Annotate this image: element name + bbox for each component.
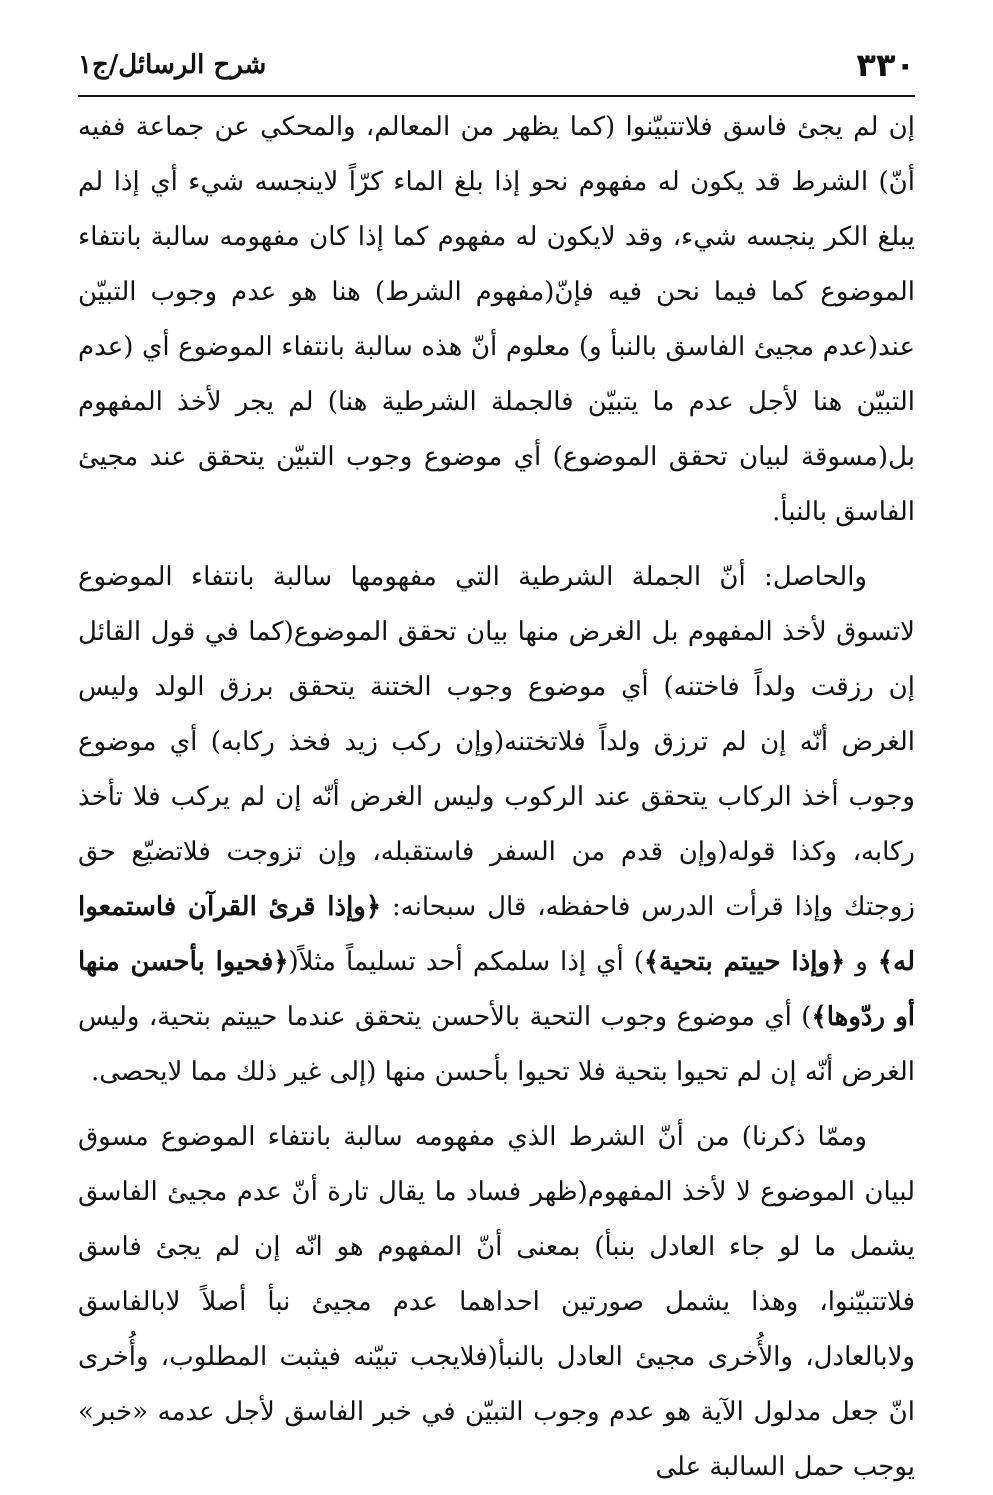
text-segment: والحاصل: أنّ الجملة الشرطية التي مفهومها سالبة بانتفاء الموضوع لاتسوق لأخذ المفهوم بل الغرض منها بيان تحقق الموضوع(كما في قول القائل إن رزقت ولداً فاختنه) أي موضوع وجوب الختنة يتحقق برزق الولد وليس الغرض أنّه إن لم ترزق ولداً فلاتختنه(وإن ركب زيد فخذ ركابه) أي موضوع وجوب أخذ الركاب يتحقق عند الركوب وليس الغرض أنّه إن لم يركب فلا تأخذ ركابه، وكذا قوله(وإن قدم من السفر فاستقبله، وإن تزوجت فلاتضيّع حق زوجتك وإذا قرأت الدرس فاحفظه، قال سبحانه: bbox=[78, 562, 915, 922]
body-text bbox=[78, 100, 915, 1495]
text-segment: وممّا ذكرنا) من أنّ الشرط الذي مفهومه سالبة بانتفاء الموضوع مسوق لبيان الموضوع لا لأخذ المفهوم(ظهر فساد ما يقال تارة أنّ عدم مجيئ الفاسق يشمل ما لو جاء العادل بنبأ) بمعنى أنّ المفهوم هو انّه إن لم يجئ فاسق فلاتتبيّنوا، وهذا يشمل صورتين احداهما عدم مجيئ نبأ أصلاً لابالفاسق ولابالعادل، والأُخرى مجيئ العادل بالنبأ(فلايجب تبيّنه فيثبت المطلوب، وأُخرى انّ جعل مدلول الآية هو عدم وجوب التبيّن في خبر الفاسق لأجل عدمه «خبر» يوجب حمل السالبة على bbox=[78, 1122, 915, 1482]
quran-verse: ﴿وإذا حييتم بتحية﴾ bbox=[643, 947, 846, 977]
paragraph bbox=[78, 1110, 915, 1495]
paragraph bbox=[78, 550, 915, 1100]
paragraph bbox=[78, 100, 915, 540]
page-header bbox=[78, 40, 915, 90]
text-segment: و bbox=[845, 947, 878, 977]
quran-verse: ﴿وإذا قرئ القرآن فاستمعوا له﴾ bbox=[78, 892, 915, 977]
text-segment: ) أي موضوع وجوب التحية بالأحسن يتحقق عندما حييتم بتحية، وليس الغرض أنّه إن لم تحيوا بتحية فلا تحيوا بأحسن منها (إلى غير ذلك مما لايحصى. bbox=[78, 1002, 915, 1087]
header-rule bbox=[78, 95, 915, 97]
text-segment: ) أي إذا سلمكم أحد تسليماً مثلاً( bbox=[288, 947, 644, 977]
quran-verse: ﴿فحيوا بأحسن منها أو ردّوها﴾ bbox=[78, 947, 915, 1032]
text-segment: إن لم يجئ فاسق فلاتتبيّنوا (كما يظهر من المعالم، والمحكي عن جماعة ففيه أنّ) الشرط قد يكون له مفهوم نحو إذا بلغ الماء كرّاً لاينجسه شيء أي إذا لم يبلغ الكر ينجسه شيء، وقد لايكون له مفهوم كما إذا كان مفهومه سالبة بانتفاء الموضوع كما فيما نحن فيه فإنّ(مفهوم الشرط) هنا هو عدم وجوب التبيّن عند(عدم مجيئ الفاسق بالنبأ و) معلوم أنّ هذه سالبة بانتفاء الموضوع أي (عدم التبيّن هنا لأجل عدم ما يتبيّن فالجملة الشرطية هنا) لم يجر لأخذ المفهوم بل(مسوقة لبيان تحقق الموضوع) أي موضوع وجوب التبيّن يتحقق عند مجيئ الفاسق بالنبأ. bbox=[78, 112, 915, 527]
running-title: شرح الرسائل/ج١ bbox=[78, 50, 267, 80]
page-number: ٣٣٠ bbox=[856, 46, 915, 84]
